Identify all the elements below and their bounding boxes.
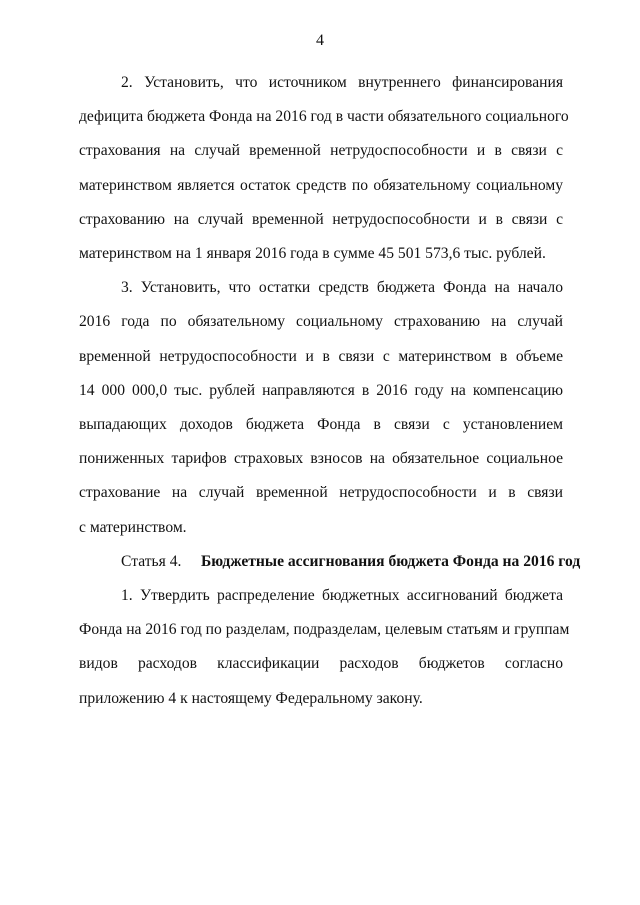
paragraph-line: приложению 4 к настоящему Федеральному закону. (79, 689, 423, 707)
paragraph-line: 2. Установить, что источником внутреннего финансирования (121, 74, 563, 91)
paragraph-4-1 (79, 579, 570, 716)
paragraph-line: страхование на случай временной нетрудоспособности и в связи (79, 484, 563, 502)
paragraph-line: с материнством. (79, 518, 187, 536)
paragraph-line: Фонда на 2016 год по разделам, подразделам, целевым статьям и группам (79, 621, 570, 639)
page-number: 4 (316, 32, 324, 49)
paragraph-line: 14 000 000,0 тыс. рублей направляются в 2016 году на компенсацию (79, 381, 563, 399)
paragraph-3 (79, 271, 563, 545)
paragraph-line: видов расходов классификации расходов бюджетов согласно (79, 655, 563, 673)
article-label: Статья 4. (121, 552, 182, 570)
paragraph-line: страхованию на случай временной нетрудоспособности и в связи с (79, 210, 563, 228)
paragraph-line: 1. Утвердить распределение бюджетных ассигнований бюджета (121, 587, 563, 605)
paragraph-line: 2016 года по обязательному социальному страхованию на случай (79, 313, 563, 331)
article-heading (79, 545, 581, 579)
article-title: Бюджетные ассигнования бюджета Фонда на 2016 год (201, 552, 581, 570)
paragraph-line: временной нетрудоспособности и в связи с материнством в объеме (79, 347, 563, 365)
paragraph-line: страхования на случай временной нетрудоспособности и в связи с (79, 142, 563, 160)
paragraph-line: материнством является остаток средств по обязательному социальному (79, 176, 563, 194)
paragraph-line: материнством на 1 января 2016 года в сумме 45 501 573,6 тыс. рублей. (79, 245, 546, 263)
paragraph-line: выпадающих доходов бюджета Фонда в связи с установлением (79, 416, 563, 434)
paragraph-line: 3. Установить, что остатки средств бюджета Фонда на начало (121, 279, 563, 297)
paragraph-2 (79, 66, 569, 271)
paragraph-line: дефицита бюджета Фонда на 2016 год в части обязательного социального (79, 108, 569, 126)
document-body (79, 66, 581, 716)
paragraph-line: пониженных тарифов страховых взносов на обязательное социальное (79, 450, 563, 468)
